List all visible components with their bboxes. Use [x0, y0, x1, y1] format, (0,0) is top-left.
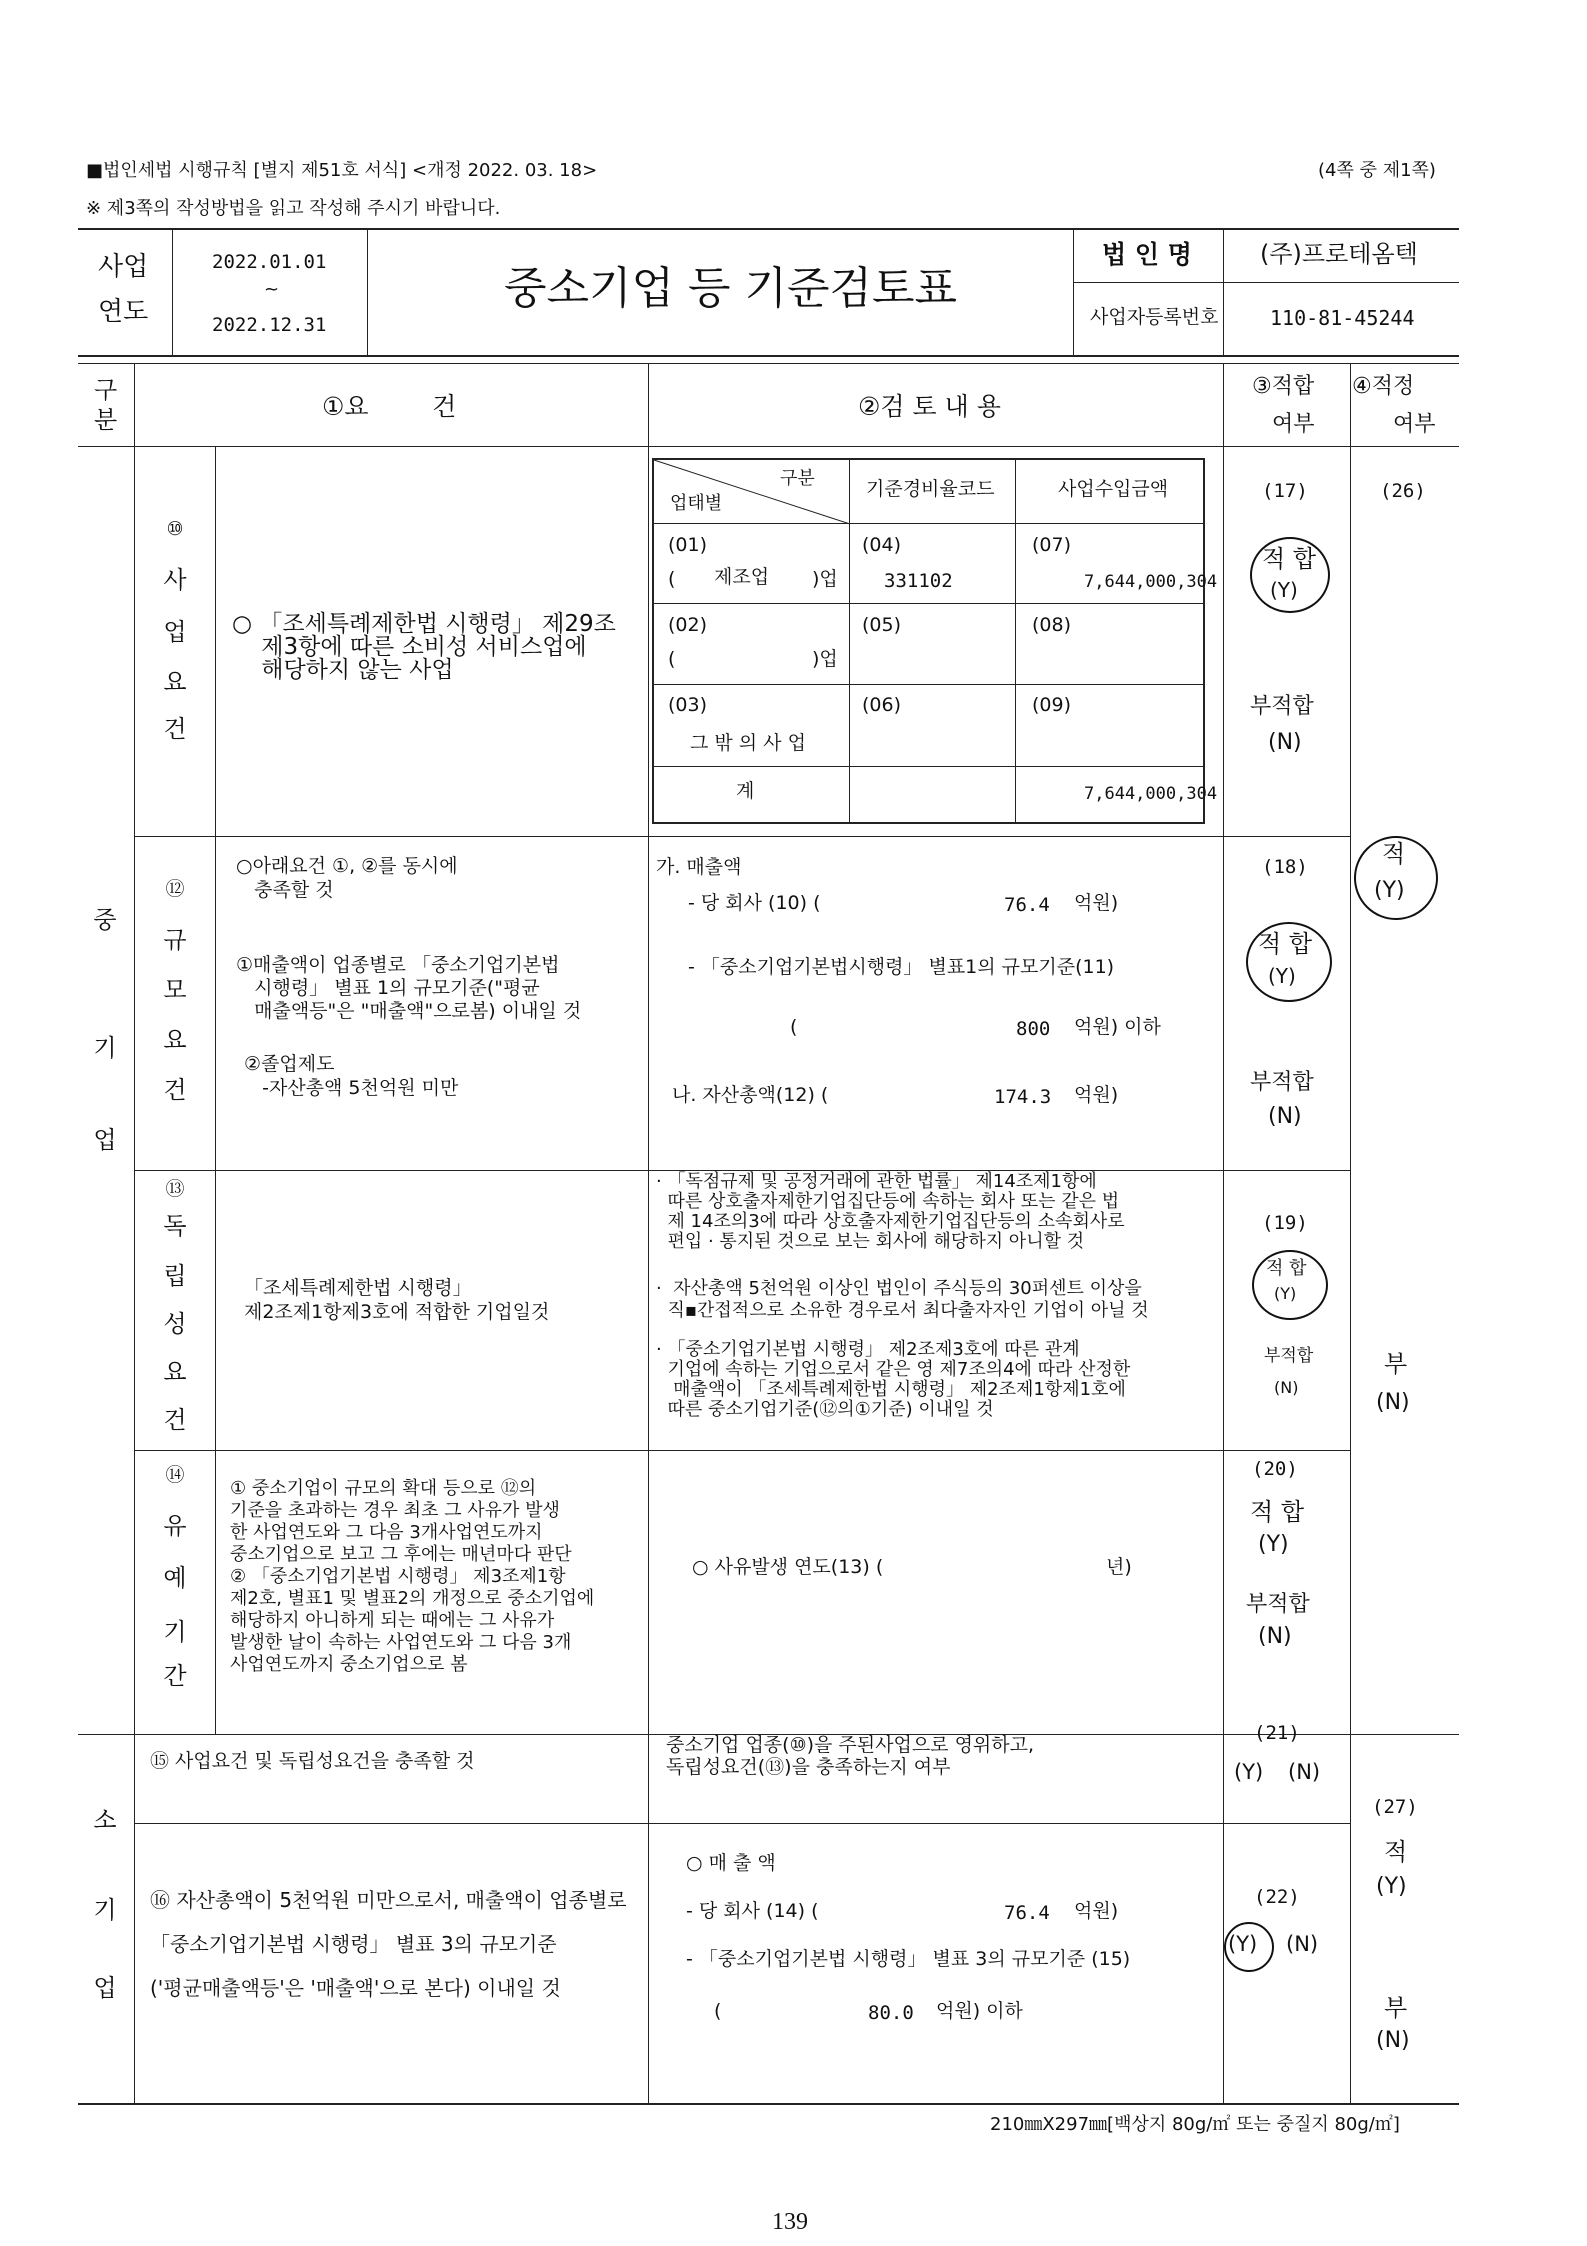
r102-rev-b-pre: - 당 회사 (10) ( — [688, 892, 821, 914]
inner-h-gubun: 구분 — [780, 468, 815, 489]
r103-col4-2: (N) — [1376, 1390, 1410, 1415]
small-result-yes-1: 적 — [1384, 1838, 1408, 1866]
r104-char-2: 예 — [163, 1564, 187, 1592]
r104-fit-code: (20) — [1252, 1458, 1298, 1480]
r105-review: 중소기업 업종(⑩)을 주된사업으로 영위하고, 독립성요건(⑬)을 충족하는지 여부 — [666, 1734, 1035, 1778]
col-fit4-2: 여부 — [1393, 412, 1436, 437]
col-fit3-1: ③적합 — [1252, 374, 1315, 399]
r102-rev-c: - 「중소기업기본법시행령」 별표1의 규모기준(11) — [688, 956, 1115, 978]
side-small-1: 소 — [93, 1806, 117, 1834]
year-label-2: 연도 — [98, 297, 149, 327]
side-mid-3: 업 — [93, 1126, 117, 1154]
r105-fit-code: (21) — [1254, 1722, 1300, 1744]
inner-h-code: 기준경비율코드 — [866, 478, 995, 500]
r102-rev-d-value: 800 — [1016, 1018, 1051, 1040]
r102-rev-b-value: 76.4 — [1004, 894, 1050, 916]
c05-code: (05) — [862, 614, 902, 636]
r101-char-2: 업 — [163, 618, 187, 646]
paper-size-note: 210㎜X297㎜[백상지 80g/㎡ 또는 중질지 80g/㎡] — [990, 2114, 1400, 2135]
c04-code: (04) — [862, 534, 902, 556]
r101-fit-no-2: (N) — [1268, 730, 1302, 755]
inner-h-type: 업태별 — [670, 493, 723, 514]
c01-industry: 제조업 — [714, 566, 770, 588]
corp-name-value: (주)프로테옴텍 — [1260, 240, 1418, 268]
side-small-3: 업 — [93, 1974, 117, 2002]
r104-fit-yes-1: 적 합 — [1250, 1498, 1304, 1526]
r101-fit-yes-1: 적 합 — [1262, 545, 1316, 573]
col-gubun-2: 분 — [94, 406, 118, 434]
c02-code: (02) — [668, 614, 708, 636]
r106-rev-d-value: 80.0 — [868, 2002, 914, 2024]
r103-rev-c: · 「중소기업기본법 시행령」 제2조제3호에 따른 관계 기업에 속하는 기업으로서 같은 영 제7조의4에 따라 산정한 매출액이 「조세특례제한법 시행령」 제2조제1항제1호에 따른 중소기업기준(⑫의①기준) 이내일 것 — [656, 1339, 1131, 1420]
r103-rev-a: · 「독점규제 및 공정거래에 관한 법률」 제14조제1항에 따른 상호출자제한기업집단등에 속하는 회사 또는 같은 법 제 14조의3에 따라 상호출자제한기업집단등의 소속회사로 편입 · 통지된 것으로 보는 회사에 해당하지 아니할 것 — [656, 1171, 1125, 1252]
r104-rev-unit: 년) — [1106, 1556, 1132, 1578]
r105-fit-y: (Y) — [1234, 1760, 1264, 1784]
r101-requirement: ○ 「조세특례제한법 시행령」 제29조 제3항에 따른 소비성 서비스업에 해당하지 않는 사업 — [232, 611, 616, 683]
r106-req-3: ('평균매출액등'은 '매출액'으로 본다) 이내일 것 — [150, 1976, 561, 2000]
r101-char-4: 건 — [163, 715, 187, 743]
r106-fit-code: (22) — [1254, 1886, 1300, 1908]
r103-char-4: 요 — [163, 1358, 187, 1386]
r103-col4-1: 부 — [1384, 1350, 1408, 1378]
page-number: 139 — [772, 2209, 808, 2235]
r106-rev-d-pre: ( — [714, 2000, 722, 2022]
r102-char-3: 요 — [163, 1026, 187, 1054]
r106-rev-d-unit: 억원) 이하 — [936, 2000, 1023, 2022]
r102-fit-no-1: 부적합 — [1250, 1070, 1314, 1095]
c09-code: (09) — [1032, 694, 1072, 716]
small-result-code: (27) — [1372, 1796, 1418, 1818]
period-start: 2022.01.01 — [212, 251, 327, 273]
r103-fit-yes-1: 적 합 — [1266, 1258, 1307, 1279]
c01-paren: ( — [668, 568, 676, 590]
c04-value: 331102 — [884, 570, 953, 592]
col-requirement: ①요 건 — [322, 392, 457, 421]
r104-rev-pre: ○ 사유발생 연도(13) ( — [692, 1556, 884, 1578]
side-small-2: 기 — [93, 1896, 117, 1924]
r104-fit-no-2: (N) — [1258, 1624, 1292, 1649]
year-label-1: 사업 — [98, 252, 149, 282]
c01-code: (01) — [668, 534, 708, 556]
r103-char-3: 성 — [163, 1310, 187, 1338]
r102-rev-b-unit: 억원) — [1074, 892, 1119, 914]
r104-fit-yes-2: (Y) — [1258, 1532, 1289, 1557]
r106-req-1: ⑯ 자산총액이 5천억원 미만으로서, 매출액이 업종별로 — [150, 1888, 627, 1912]
c03-code: (03) — [668, 694, 708, 716]
r102-char-2: 모 — [163, 976, 187, 1004]
r104-char-4: 간 — [163, 1662, 187, 1690]
c01-up: )업 — [812, 568, 838, 590]
c07-code: (07) — [1032, 534, 1072, 556]
mid-result-2: (Y) — [1374, 878, 1405, 903]
r104-num: ⑭ — [165, 1464, 185, 1486]
r102-req-c: ②졸업제도 -자산총액 5천억원 미만 — [244, 1053, 459, 1099]
r101-fit-code: (17) — [1262, 480, 1308, 502]
r106-rev-a: ○ 매 출 액 — [686, 1852, 776, 1874]
r102-fit-yes-1: 적 합 — [1258, 930, 1312, 958]
r102-fit-no-2: (N) — [1268, 1104, 1302, 1129]
r104-requirement: ① 중소기업이 규모의 확대 등으로 ⑫의 기준을 초과하는 경우 최초 그 사유가 발생 한 사업연도와 그 다음 3개사업연도까지 중소기업으로 보고 그 후에는 매년마다 판단 ② 「중소기업기본법 시행령」 제3조제1항 제2호, 별표1 및 별표2의 개정으로 중소기업에 해당하지 아니하게 되는 때에는 그 사유가 발생한 날이 속하는 사업연도와 그 다음 3개 사업연도까지 중소기업으로 봄 — [230, 1478, 595, 1675]
r103-char-1: 독 — [163, 1212, 187, 1240]
r102-req-b: ①매출액이 업종별로 「중소기업기본법 시행령」 별표 1의 규모기준("평균 매출액등"은 "매출액"으로봄) 이내일 것 — [236, 954, 582, 1022]
r101-char-1: 사 — [163, 566, 187, 594]
r103-char-2: 립 — [163, 1262, 187, 1290]
r102-char-4: 건 — [163, 1076, 187, 1104]
r102-rev-e-value: 174.3 — [994, 1086, 1052, 1108]
period-tilde: ~ — [264, 279, 280, 300]
c06-code: (06) — [862, 694, 902, 716]
instruction-note: ※ 제3쪽의 작성방법을 읽고 작성해 주시기 바랍니다. — [86, 198, 501, 219]
r102-fit-yes-2: (Y) — [1268, 964, 1296, 988]
page-of-label: (4쪽 중 제1쪽) — [1318, 160, 1436, 181]
page-title: 중소기업 등 기준검토표 — [504, 263, 958, 314]
col-fit4-1: ④적정 — [1352, 374, 1415, 399]
r103-fit-yes-2: (Y) — [1274, 1284, 1297, 1303]
r103-fit-code: (19) — [1262, 1212, 1308, 1234]
side-mid-2: 기 — [93, 1034, 117, 1062]
r101-num: ⑩ — [166, 518, 184, 540]
reg-number-value: 110-81-45244 — [1270, 306, 1415, 330]
r104-char-1: 유 — [163, 1512, 187, 1540]
r102-rev-d-pre: ( — [790, 1016, 798, 1038]
total-label: 계 — [736, 780, 755, 802]
c02-up: )업 — [812, 648, 838, 670]
r102-rev-e-pre: 나. 자산총액(12) ( — [672, 1084, 829, 1106]
r103-char-5: 건 — [163, 1406, 187, 1434]
side-mid-1: 중 — [93, 906, 117, 934]
r102-req-a: ○아래요건 ①, ②를 동시에 충족할 것 — [236, 855, 458, 901]
r106-rev-b-value: 76.4 — [1004, 1902, 1050, 1924]
r106-fit-y: (Y) — [1228, 1932, 1258, 1956]
r101-fit-no-1: 부적합 — [1250, 694, 1314, 719]
r103-fit-no-1: 부적합 — [1264, 1346, 1314, 1366]
r101-char-3: 요 — [163, 668, 187, 696]
c07-value: 7,644,000,304 — [1084, 572, 1218, 592]
r102-num: ⑫ — [165, 878, 185, 900]
c03-value: 그 밖 의 사 업 — [690, 732, 806, 754]
r101-fit-yes-2: (Y) — [1270, 578, 1298, 602]
r103-num: ⑬ — [165, 1178, 185, 1200]
col-review: ②검 토 내 용 — [858, 392, 1001, 421]
r102-fit-code: (18) — [1262, 856, 1308, 878]
r106-req-2: 「중소기업기본법 시행령」 별표 3의 규모기준 — [150, 1932, 557, 1956]
r106-rev-b-pre: - 당 회사 (14) ( — [686, 1900, 819, 1922]
col-fit3-2: 여부 — [1272, 412, 1315, 437]
reg-number-label: 사업자등록번호 — [1090, 306, 1219, 328]
header-diagonal — [652, 458, 852, 526]
r103-requirement: 「조세특례제한법 시행령」 제2조제1항제3호에 적합한 기업일것 — [244, 1277, 550, 1323]
r101-col4-code: (26) — [1380, 480, 1426, 502]
small-result-no-2: (N) — [1376, 2028, 1410, 2053]
r104-fit-no-1: 부적합 — [1246, 1592, 1310, 1617]
c08-code: (08) — [1032, 614, 1072, 636]
r102-char-1: 규 — [163, 926, 187, 954]
c02-paren: ( — [668, 648, 676, 670]
mid-result-1: 적 — [1382, 840, 1406, 868]
r102-rev-a: 가. 매출액 — [656, 856, 742, 878]
inner-h-amount: 사업수입금액 — [1058, 478, 1169, 500]
corp-name-label: 법 인 명 — [1102, 240, 1192, 269]
r105-fit-n: (N) — [1288, 1760, 1321, 1784]
total-value: 7,644,000,304 — [1084, 784, 1218, 804]
r102-rev-d-unit: 억원) 이하 — [1074, 1016, 1161, 1038]
col-gubun-1: 구 — [94, 376, 118, 404]
small-result-yes-2: (Y) — [1376, 1874, 1407, 1899]
r106-fit-n: (N) — [1286, 1932, 1319, 1956]
r104-char-3: 기 — [163, 1618, 187, 1646]
small-result-no-1: 부 — [1384, 1994, 1408, 2022]
r103-rev-b: · 자산총액 5천억원 이상인 법인이 주식등의 30퍼센트 이상을 직▪간접적으로 소유한 경우로서 최다출자자인 기업이 아닐 것 — [656, 1278, 1149, 1321]
period-end: 2022.12.31 — [212, 314, 327, 336]
r102-rev-e-unit: 억원) — [1074, 1084, 1119, 1106]
r106-rev-c: - 「중소기업기본법 시행령」 별표 3의 규모기준 (15) — [686, 1948, 1131, 1970]
r105-requirement: ⑮ 사업요건 및 독립성요건을 충족할 것 — [150, 1750, 475, 1772]
r103-fit-no-2: (N) — [1274, 1378, 1299, 1397]
form-reference: ■법인세법 시행규칙 [별지 제51호 서식] <개정 2022. 03. 18> — [86, 160, 598, 181]
r106-rev-b-unit: 억원) — [1074, 1900, 1119, 1922]
